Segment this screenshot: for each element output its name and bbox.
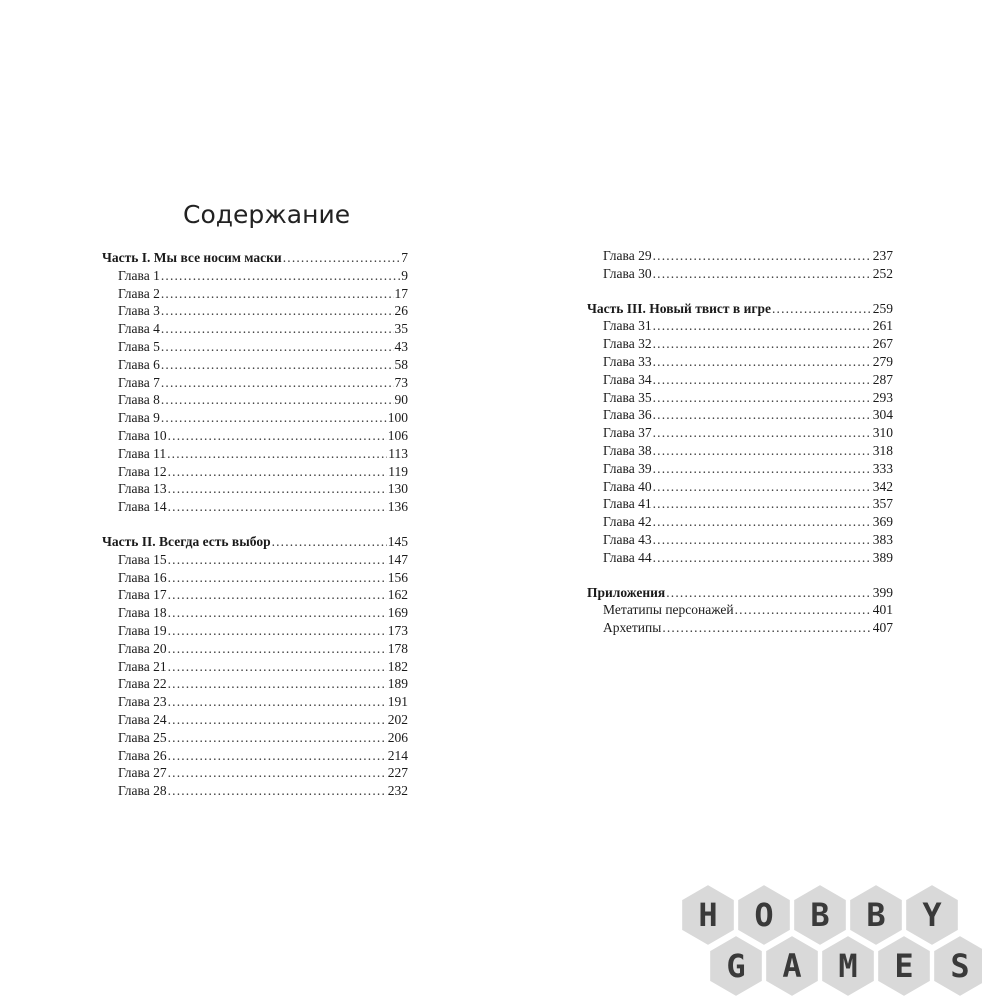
toc-chapter-entry[interactable] <box>587 513 893 531</box>
toc-entry-label: Глава 19 <box>118 622 167 638</box>
toc-entry-label: Глава 15 <box>118 551 167 567</box>
toc-entry-label: Глава 23 <box>118 694 167 710</box>
toc-entry-label: Глава 35 <box>603 389 652 405</box>
toc-entry-label: Глава 36 <box>603 407 652 423</box>
toc-part-entry[interactable] <box>102 533 408 551</box>
toc-dot-leader <box>168 711 387 729</box>
toc-dot-leader <box>161 338 394 356</box>
toc-section-gap <box>587 567 893 584</box>
toc-entry-label: Глава 27 <box>118 765 167 781</box>
toc-entry-label: Часть I. Мы все носим маски <box>102 250 282 265</box>
toc-part-entry[interactable] <box>587 584 893 602</box>
toc-page-number: 106 <box>387 427 408 443</box>
toc-chapter-entry[interactable] <box>102 480 408 498</box>
toc-entry-label: Глава 25 <box>118 729 167 745</box>
watermark-letter: A <box>782 947 802 985</box>
toc-dot-leader <box>653 549 872 567</box>
toc-chapter-entry[interactable] <box>102 427 408 445</box>
watermark-letter: Y <box>922 896 942 934</box>
toc-chapter-entry[interactable] <box>587 371 893 389</box>
toc-chapter-entry[interactable] <box>102 267 408 285</box>
toc-page-number: 169 <box>387 605 408 621</box>
toc-entry-label: Глава 26 <box>118 747 167 763</box>
toc-entry-label: Глава 6 <box>118 356 160 372</box>
toc-entry-label: Глава 30 <box>603 265 652 281</box>
toc-page-number: 369 <box>872 514 893 530</box>
toc-entry-label: Глава 42 <box>603 514 652 530</box>
toc-entry-label: Глава 21 <box>118 658 167 674</box>
toc-chapter-entry[interactable] <box>102 391 408 409</box>
toc-chapter-entry[interactable] <box>587 317 893 335</box>
toc-entry-label: Архетипы <box>603 620 662 636</box>
toc-dot-leader <box>653 495 872 513</box>
toc-chapter-entry[interactable] <box>102 374 408 392</box>
toc-entry-label: Глава 18 <box>118 605 167 621</box>
toc-page-number: 333 <box>872 460 893 476</box>
toc-entry-label: Приложения <box>587 584 666 600</box>
toc-entry-label: Глава 43 <box>603 531 652 547</box>
toc-chapter-entry[interactable] <box>587 478 893 496</box>
toc-chapter-entry[interactable] <box>102 729 408 747</box>
toc-page-number: 401 <box>872 602 893 618</box>
toc-chapter-entry[interactable] <box>102 747 408 765</box>
toc-page-number: 182 <box>387 658 408 674</box>
toc-dot-leader <box>168 586 387 604</box>
toc-page-number: 43 <box>394 338 408 354</box>
toc-page-number: 252 <box>872 265 893 281</box>
toc-chapter-entry[interactable] <box>102 551 408 569</box>
toc-page-number: 145 <box>387 533 408 549</box>
toc-page-number: 136 <box>387 499 408 515</box>
toc-entry-label: Часть II. Всегда есть выбор <box>102 533 271 549</box>
toc-entry-label: Глава 34 <box>603 371 652 387</box>
toc-entry-label: Глава 11 <box>118 445 167 461</box>
toc-dot-leader <box>168 480 387 498</box>
toc-left-column <box>102 249 408 800</box>
toc-page-number: 156 <box>387 569 408 585</box>
toc-page-number: 293 <box>872 389 893 405</box>
toc-page-number: 399 <box>872 584 893 600</box>
toc-chapter-entry[interactable] <box>587 495 893 513</box>
toc-page-number: 357 <box>872 496 893 512</box>
toc-dot-leader <box>161 409 387 427</box>
page-title: Содержание <box>183 200 351 229</box>
toc-dot-leader <box>272 533 387 551</box>
toc-chapter-entry[interactable] <box>102 586 408 604</box>
toc-entry-label: Глава 3 <box>118 303 160 319</box>
toc-dot-leader <box>653 460 872 478</box>
toc-dot-leader <box>653 442 872 460</box>
toc-page-number: 58 <box>394 356 408 372</box>
toc-chapter-entry[interactable] <box>102 409 408 427</box>
toc-page-number: 9 <box>401 267 408 283</box>
toc-entry-label: Глава 7 <box>118 374 160 390</box>
toc-dot-leader <box>168 782 387 800</box>
toc-chapter-entry[interactable] <box>102 711 408 729</box>
toc-part-entry[interactable] <box>587 300 893 318</box>
toc-section-gap <box>587 283 893 300</box>
toc-entry-label: Глава 44 <box>603 549 652 565</box>
toc-dot-leader <box>653 371 872 389</box>
toc-entry-label: Глава 37 <box>603 425 652 441</box>
watermark-letter: G <box>726 947 746 985</box>
toc-page-number: 318 <box>872 442 893 458</box>
toc-page-number: 191 <box>387 694 408 710</box>
toc-chapter-entry[interactable] <box>102 285 408 303</box>
toc-dot-leader <box>168 604 387 622</box>
toc-dot-leader <box>653 265 872 283</box>
toc-chapter-entry[interactable] <box>587 601 893 619</box>
toc-entry-label: Глава 5 <box>118 338 160 354</box>
toc-chapter-entry[interactable] <box>102 622 408 640</box>
watermark-letter: O <box>754 896 774 934</box>
toc-entry-label: Глава 24 <box>118 711 167 727</box>
toc-page-number: 119 <box>388 463 408 479</box>
toc-dot-leader <box>653 247 872 265</box>
toc-entry-label: Глава 16 <box>118 569 167 585</box>
toc-entry-label: Глава 8 <box>118 392 160 408</box>
toc-page-number: 7 <box>401 250 408 265</box>
toc-entry-label: Глава 28 <box>118 783 167 799</box>
toc-entry-label: Глава 32 <box>603 336 652 352</box>
toc-dot-leader <box>161 302 394 320</box>
watermark-letter: E <box>894 947 914 985</box>
toc-chapter-entry[interactable] <box>587 265 893 283</box>
toc-entry-label: Глава 41 <box>603 496 652 512</box>
toc-page-number: 227 <box>387 765 408 781</box>
toc-entry-label: Глава 40 <box>603 478 652 494</box>
toc-chapter-entry[interactable] <box>102 498 408 516</box>
toc-chapter-entry[interactable] <box>102 320 408 338</box>
toc-dot-leader <box>168 551 387 569</box>
toc-dot-leader <box>653 389 872 407</box>
toc-page-number: 206 <box>387 729 408 745</box>
toc-chapter-entry[interactable] <box>102 338 408 356</box>
toc-dot-leader <box>653 317 872 335</box>
toc-chapter-entry[interactable] <box>102 658 408 676</box>
toc-page-number: 304 <box>872 407 893 423</box>
toc-page-number: 26 <box>394 303 408 319</box>
toc-chapter-entry[interactable] <box>587 549 893 567</box>
toc-chapter-entry[interactable] <box>587 442 893 460</box>
toc-page-number: 232 <box>387 783 408 799</box>
toc-entry-label: Глава 12 <box>118 463 167 479</box>
toc-chapter-entry[interactable] <box>102 604 408 622</box>
toc-entry-label: Глава 33 <box>603 353 652 369</box>
toc-entry-label: Глава 31 <box>603 318 652 334</box>
toc-page-number: 214 <box>387 747 408 763</box>
toc-page-number: 162 <box>387 587 408 603</box>
toc-chapter-entry[interactable] <box>102 640 408 658</box>
watermark-letter: S <box>950 947 970 985</box>
toc-entry-label: Глава 14 <box>118 499 167 515</box>
toc-dot-leader <box>168 463 388 481</box>
toc-dot-leader <box>167 445 387 463</box>
toc-page-number: 407 <box>872 620 893 636</box>
watermark-letter: B <box>866 896 886 934</box>
toc-chapter-entry[interactable] <box>102 764 408 782</box>
toc-page-number: 173 <box>387 622 408 638</box>
toc-entry-label: Глава 29 <box>603 248 652 263</box>
toc-chapter-entry[interactable] <box>587 335 893 353</box>
toc-entry-label: Глава 20 <box>118 640 167 656</box>
toc-dot-leader <box>168 569 387 587</box>
watermark-letter: B <box>810 896 830 934</box>
toc-dot-leader <box>653 531 872 549</box>
toc-dot-leader <box>161 285 394 303</box>
toc-dot-leader <box>653 353 872 371</box>
toc-dot-leader <box>168 498 387 516</box>
toc-chapter-entry[interactable] <box>587 460 893 478</box>
toc-entry-label: Глава 9 <box>118 410 160 426</box>
toc-dot-leader <box>161 267 400 285</box>
toc-chapter-entry[interactable] <box>587 247 893 265</box>
toc-dot-leader <box>653 335 872 353</box>
toc-dot-leader <box>653 478 872 496</box>
toc-chapter-entry[interactable] <box>102 569 408 587</box>
watermark-letter: H <box>698 896 718 934</box>
toc-dot-leader <box>161 391 394 409</box>
toc-entry-label: Глава 22 <box>118 676 167 692</box>
toc-dot-leader <box>168 622 387 640</box>
toc-chapter-entry[interactable] <box>587 619 893 637</box>
toc-dot-leader <box>168 427 387 445</box>
toc-right-column <box>587 247 893 637</box>
toc-page-number: 267 <box>872 336 893 352</box>
toc-chapter-entry[interactable] <box>102 463 408 481</box>
toc-dot-leader <box>772 300 872 318</box>
toc-dot-leader <box>168 729 387 747</box>
toc-entry-label: Глава 2 <box>118 285 160 301</box>
toc-page-number: 17 <box>394 285 408 301</box>
toc-chapter-entry[interactable] <box>587 531 893 549</box>
toc-page-number: 90 <box>394 392 408 408</box>
toc-dot-leader <box>662 619 871 637</box>
toc-dot-leader <box>168 747 387 765</box>
toc-part-entry[interactable] <box>102 249 408 267</box>
toc-dot-leader <box>666 584 872 602</box>
toc-dot-leader <box>653 513 872 531</box>
toc-dot-leader <box>168 675 387 693</box>
watermark-letter: M <box>838 947 858 985</box>
toc-dot-leader <box>161 356 394 374</box>
toc-chapter-entry[interactable] <box>587 389 893 407</box>
hobby-games-watermark <box>672 882 982 1000</box>
toc-dot-leader <box>653 424 872 442</box>
toc-dot-leader <box>283 249 401 267</box>
toc-dot-leader <box>168 640 387 658</box>
toc-page-number: 130 <box>387 481 408 497</box>
toc-dot-leader <box>168 693 387 711</box>
toc-page-number: 310 <box>872 425 893 441</box>
toc-entry-label: Глава 17 <box>118 587 167 603</box>
toc-entry-label: Глава 38 <box>603 442 652 458</box>
toc-chapter-entry[interactable] <box>102 782 408 800</box>
toc-dot-leader <box>161 320 394 338</box>
toc-chapter-entry[interactable] <box>102 675 408 693</box>
toc-chapter-entry[interactable] <box>587 353 893 371</box>
toc-chapter-entry[interactable] <box>102 445 408 463</box>
toc-page-number: 287 <box>872 371 893 387</box>
toc-page-number: 202 <box>387 711 408 727</box>
toc-page-number: 259 <box>872 300 893 316</box>
toc-page-number: 35 <box>394 321 408 337</box>
toc-dot-leader <box>735 601 872 619</box>
toc-page-number: 113 <box>388 445 408 461</box>
toc-entry-label: Часть III. Новый твист в игре <box>587 300 771 316</box>
toc-dot-leader <box>168 764 387 782</box>
toc-page-number: 100 <box>387 410 408 426</box>
toc-entry-label: Глава 10 <box>118 427 167 443</box>
toc-section-gap <box>102 516 408 533</box>
toc-page-number: 389 <box>872 549 893 565</box>
toc-entry-label: Глава 39 <box>603 460 652 476</box>
toc-chapter-entry[interactable] <box>102 693 408 711</box>
toc-chapter-entry[interactable] <box>587 406 893 424</box>
toc-page-number: 189 <box>387 676 408 692</box>
toc-page-number: 342 <box>872 478 893 494</box>
toc-page-number: 73 <box>394 374 408 390</box>
toc-entry-label: Метатипы персонажей <box>603 602 734 618</box>
toc-chapter-entry[interactable] <box>587 424 893 442</box>
toc-dot-leader <box>161 374 394 392</box>
toc-chapter-entry[interactable] <box>102 302 408 320</box>
toc-dot-leader <box>653 406 872 424</box>
toc-page-number: 279 <box>872 353 893 369</box>
toc-page-number: 237 <box>872 248 893 263</box>
toc-chapter-entry[interactable] <box>102 356 408 374</box>
toc-page-number: 178 <box>387 640 408 656</box>
toc-page-number: 147 <box>387 551 408 567</box>
toc-page-number: 383 <box>872 531 893 547</box>
toc-dot-leader <box>168 658 387 676</box>
toc-entry-label: Глава 1 <box>118 267 160 283</box>
toc-entry-label: Глава 4 <box>118 321 160 337</box>
toc-page-number: 261 <box>872 318 893 334</box>
toc-entry-label: Глава 13 <box>118 481 167 497</box>
